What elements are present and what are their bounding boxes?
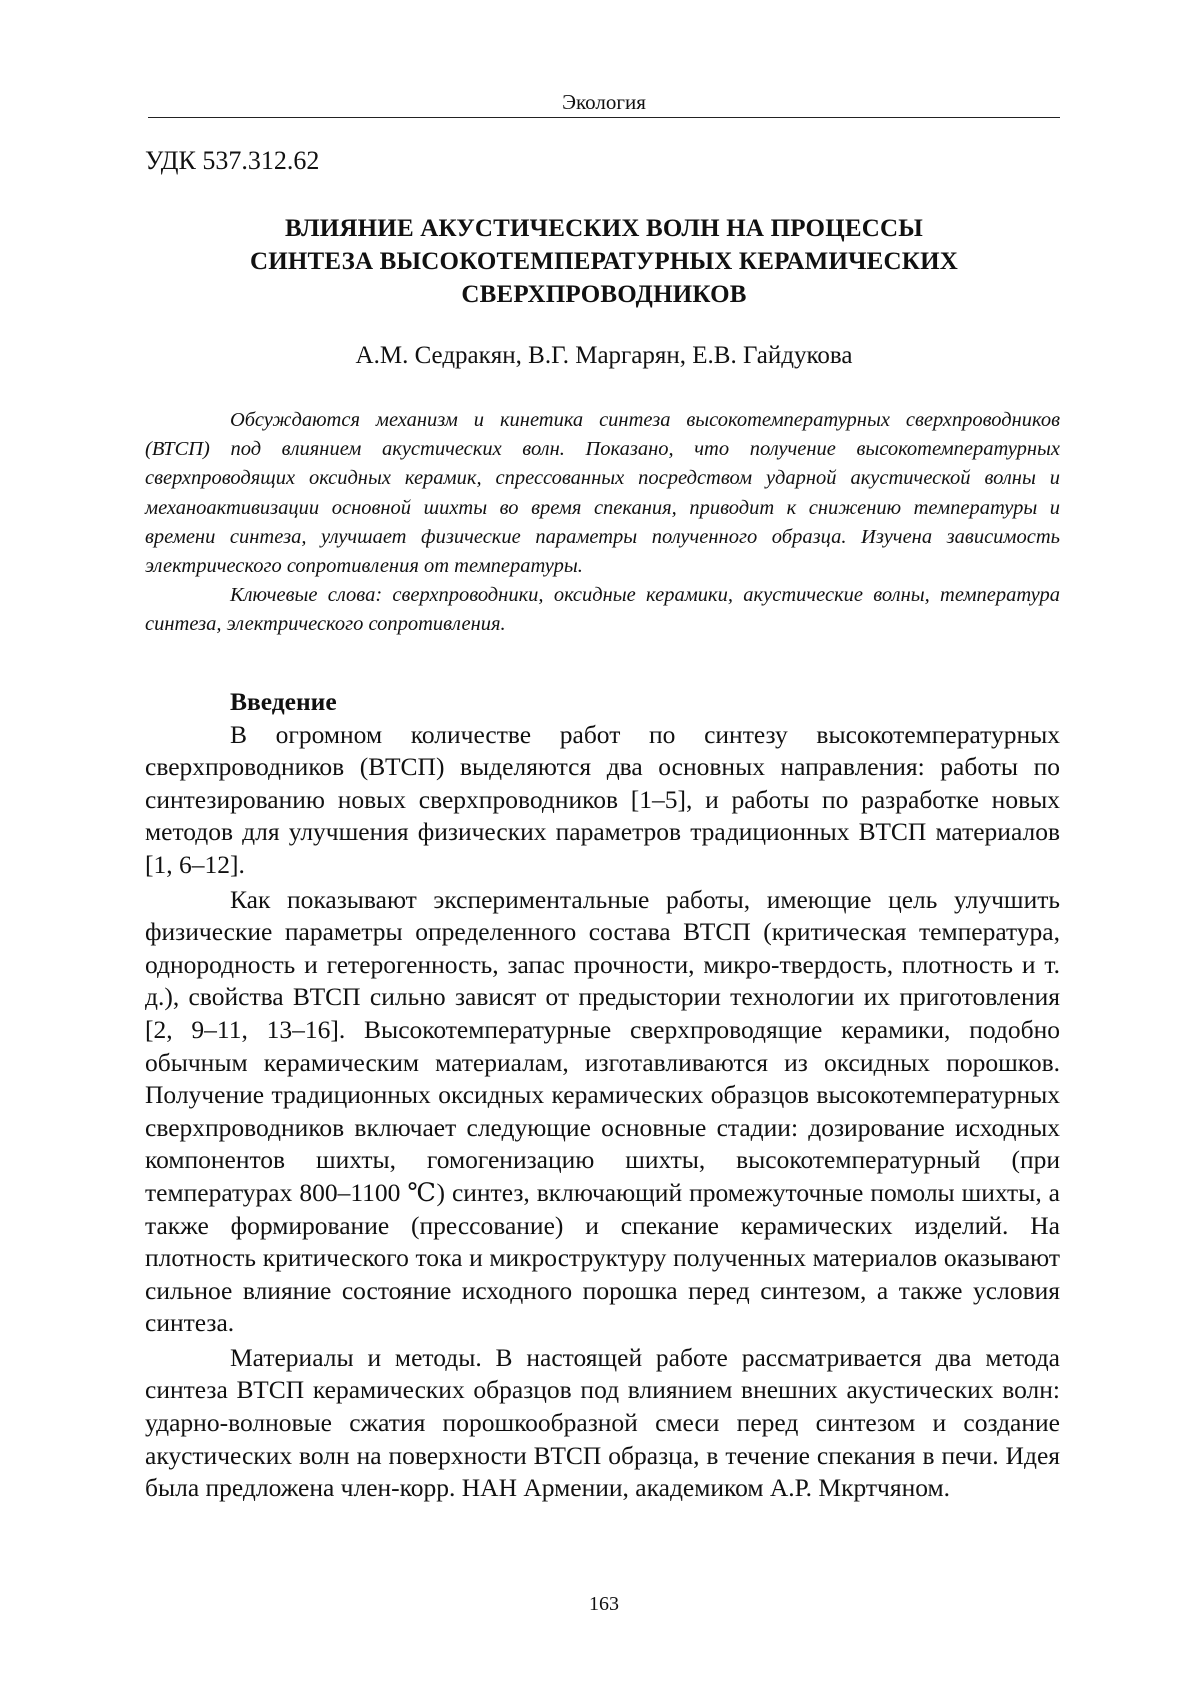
article-title <box>148 212 1060 311</box>
title-line: ВЛИЯНИЕ АКУСТИЧЕСКИХ ВОЛН НА ПРОЦЕССЫ <box>285 215 923 242</box>
title-line: СВЕРХПРОВОДНИКОВ <box>461 281 747 308</box>
section-heading-introduction: Введение <box>230 687 337 716</box>
keywords: Ключевые слова: сверхпроводники, оксидные керамики, акустические волны, температура синтеза, электрического сопротивления. <box>145 584 1060 636</box>
udc-code: УДК 537.312.62 <box>145 146 320 175</box>
running-head-section: Экология <box>562 90 646 114</box>
abstract <box>145 406 1060 640</box>
page-number: 163 <box>589 1593 619 1615</box>
body-paragraph: В огромном количестве работ по синтезу высокотемпературных сверхпроводников (ВТСП) выделяются два основных направления: работы по синтезированию новых сверхпроводников [1–5], и работы по разработке новых методов для улучшения физических параметров традиционных ВТСП материалов [1, 6–12]. <box>145 719 1060 879</box>
body-paragraph: Как показывают экспериментальные работы, имеющие цель улучшить физические параметры определенного состава ВТСП (критическая температура, однородность и гетерогенность, запас прочности, микро-твердость, плотность и т. д.), свойства ВТСП сильно зависят от предыстории технологии их приготовления [2, 9–11, 13–16]. Высокотемпературные сверхпроводящие керамики, подобно обычным керамическим материалам, изготавливаются из оксидных порошков. Получение традиционных оксидных керамических образцов высокотемпературных сверхпроводников включает следующие основные стадии: дозирование исходных компонентов шихты, гомогенизацию шихты, высокотемпературный (при температурах 800–1100 ℃) синтез, включающий промежуточные помолы шихты, а также формирование (прессование) и спекание керамических изделий. На плотность критического тока и микроструктуру полученных материалов оказывают сильное влияние состояние исходного порошка перед синтезом, а также условия синтеза. <box>145 884 1060 1338</box>
authors: А.М. Седракян, В.Г. Маргарян, Е.В. Гайдукова <box>355 342 853 369</box>
body-paragraph: Материалы и методы. В настоящей работе рассматривается два метода синтеза ВТСП керамических образцов под влиянием внешних акустических волн: ударно-волновые сжатия порошкообразной смеси перед синтезом и создание акустических волн на поверхности ВТСП образца, в течение спекания в печи. Идея была предложена член-корр. НАН Армении, академиком А.Р. Мкртчяном. <box>145 1342 1060 1503</box>
article-body <box>145 686 1060 1505</box>
abstract-text: Обсуждаются механизм и кинетика синтеза высокотемпературных сверхпроводников (ВТСП) под влиянием акустических волн. Показано, что получение высокотемпературных сверхпроводящих оксидных керамик, спрессованных посредством ударной акустической волны и механоактивизации основной шихты во время спекания, приводит к снижению температуры и времени синтеза, улучшает физические параметры полученного образца. Изучена зависимость электрического сопротивления от температуры. <box>145 409 1060 578</box>
title-line: СИНТЕЗА ВЫСОКОТЕМПЕРАТУРНЫХ КЕРАМИЧЕСКИХ <box>249 248 959 275</box>
header-rule <box>148 117 1060 118</box>
